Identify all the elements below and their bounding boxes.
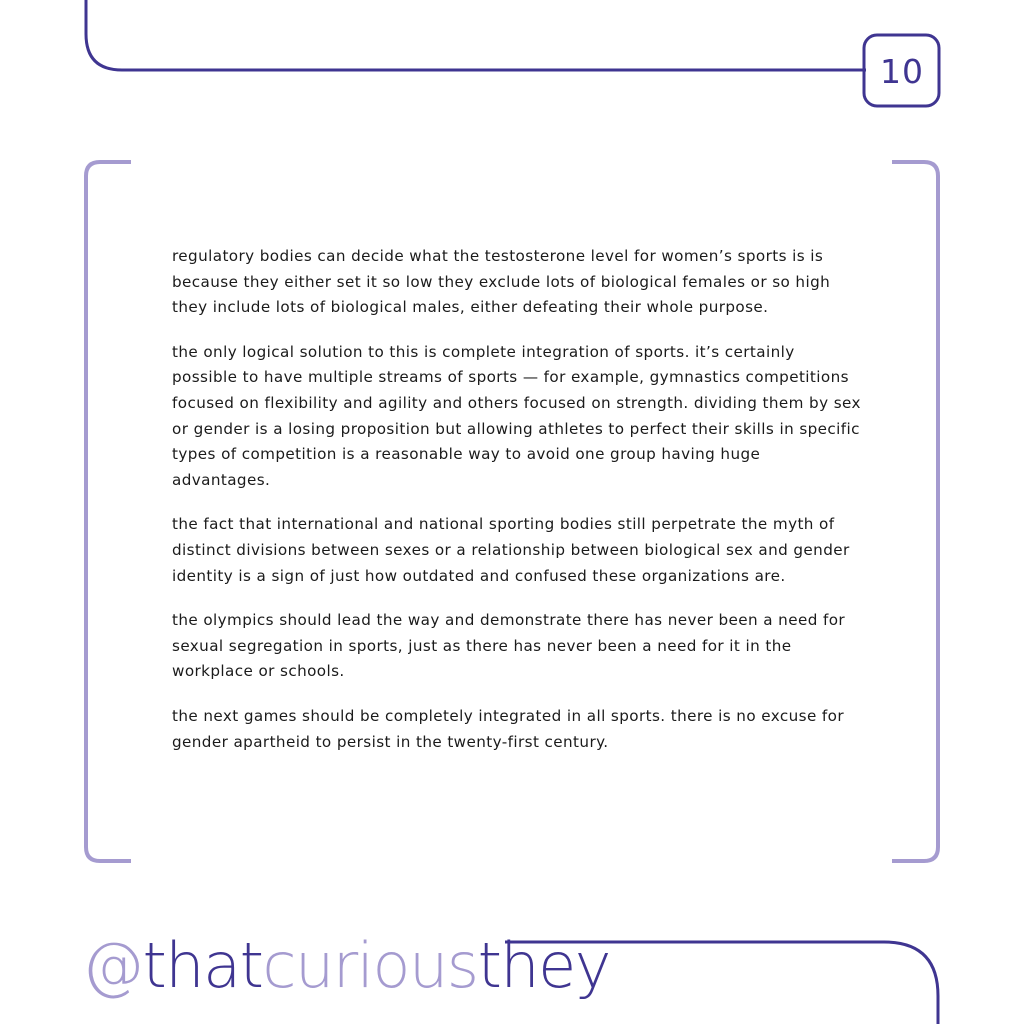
paragraph: regulatory bodies can decide what the testosterone level for women’s sports is is because they either set it so low they exclude lots of biological females or so high they include lots of biological males, either defeating their whole purpose. xyxy=(172,247,831,317)
header-line xyxy=(86,0,866,70)
social-handle xyxy=(82,912,610,1002)
paragraph: the only logical solution to this is complete integration of sports. it’s certainly possible to have multiple streams of sports — for example, gymnastics competitions focused on flexibility and agility and others focused on strength. dividing them by sex or gender is a losing proposition but allowing athletes to perfect their skills in specific types of competition is a reasonable way to avoid one group having huge advantages. xyxy=(172,342,861,489)
paragraph: the next games should be completely integrated in all sports. there is no excuse for gender apartheid to persist in the twenty-first century. xyxy=(172,706,844,751)
paragraph: the fact that international and national sporting bodies still perpetrate the myth of distinct divisions between sexes or a relationship between biological sex and gender identity is a sign of just how outdated and confused these organizations are. xyxy=(172,515,850,585)
left-bracket xyxy=(86,162,131,861)
handle-at-sign: @ xyxy=(82,929,143,1002)
page-number: 10 xyxy=(880,51,924,91)
paragraph: the olympics should lead the way and demonstrate there has never been a need for sexual segregation in sports, just as there has never been a need for it in the workplace or schools. xyxy=(172,611,846,681)
handle-part-curious: curious xyxy=(262,929,478,1002)
right-bracket xyxy=(892,162,938,861)
handle-part-that: that xyxy=(142,929,263,1002)
handle-part-they: they xyxy=(477,929,611,1002)
article-body xyxy=(172,244,862,774)
